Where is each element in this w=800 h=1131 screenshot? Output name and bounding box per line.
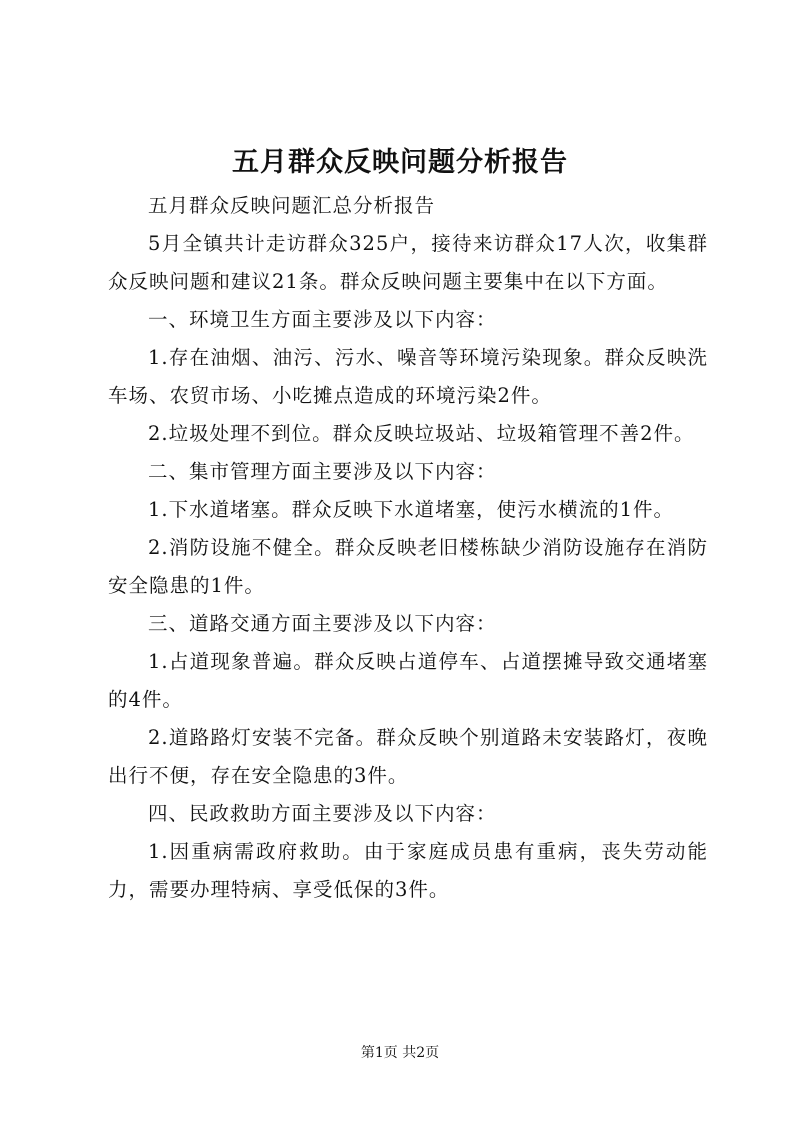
market-item-1: 1.下水道堵塞。群众反映下水道堵塞，使污水横流的1件。 xyxy=(148,498,675,521)
section-heading-environment: 一、环境卫生方面主要涉及以下内容： xyxy=(148,308,497,331)
traffic-item-1: 1.占道现象普遍。群众反映占道停车、占道摆摊导致交通堵塞的4件。 xyxy=(108,650,708,711)
section-heading-market: 二、集市管理方面主要涉及以下内容： xyxy=(148,460,497,483)
subtitle-paragraph: 五月群众反映问题汇总分析报告 xyxy=(148,194,436,217)
page-footer: 第1页 共2页 xyxy=(360,1045,440,1061)
environment-item-1: 1.存在油烟、油污、污水、噪音等环境污染现象。群众反映洗车场、农贸市场、小吃摊点造成的环境污染2件。 xyxy=(108,346,708,407)
section-heading-civil-affairs: 四、民政救助方面主要涉及以下内容： xyxy=(148,802,497,825)
summary-paragraph: 5月全镇共计走访群众325户，接待来访群众17人次，收集群众反映问题和建议21条。群众反映问题主要集中在以下方面。 xyxy=(108,232,708,293)
document-body xyxy=(108,187,708,909)
traffic-item-2: 2.道路路灯安装不完备。群众反映个别道路未安装路灯，夜晚出行不便，存在安全隐患的3件。 xyxy=(108,726,708,787)
document-title: 五月群众反映问题分析报告 xyxy=(232,147,568,178)
environment-item-2: 2.垃圾处理不到位。群众反映垃圾站、垃圾箱管理不善2件。 xyxy=(148,422,695,445)
civil-affairs-item-1: 1.因重病需政府救助。由于家庭成员患有重病，丧失劳动能力，需要办理特病、享受低保的3件。 xyxy=(108,840,708,901)
section-heading-traffic: 三、道路交通方面主要涉及以下内容： xyxy=(148,612,497,635)
market-item-2: 2.消防设施不健全。群众反映老旧楼栋缺少消防设施存在消防安全隐患的1件。 xyxy=(108,536,708,597)
